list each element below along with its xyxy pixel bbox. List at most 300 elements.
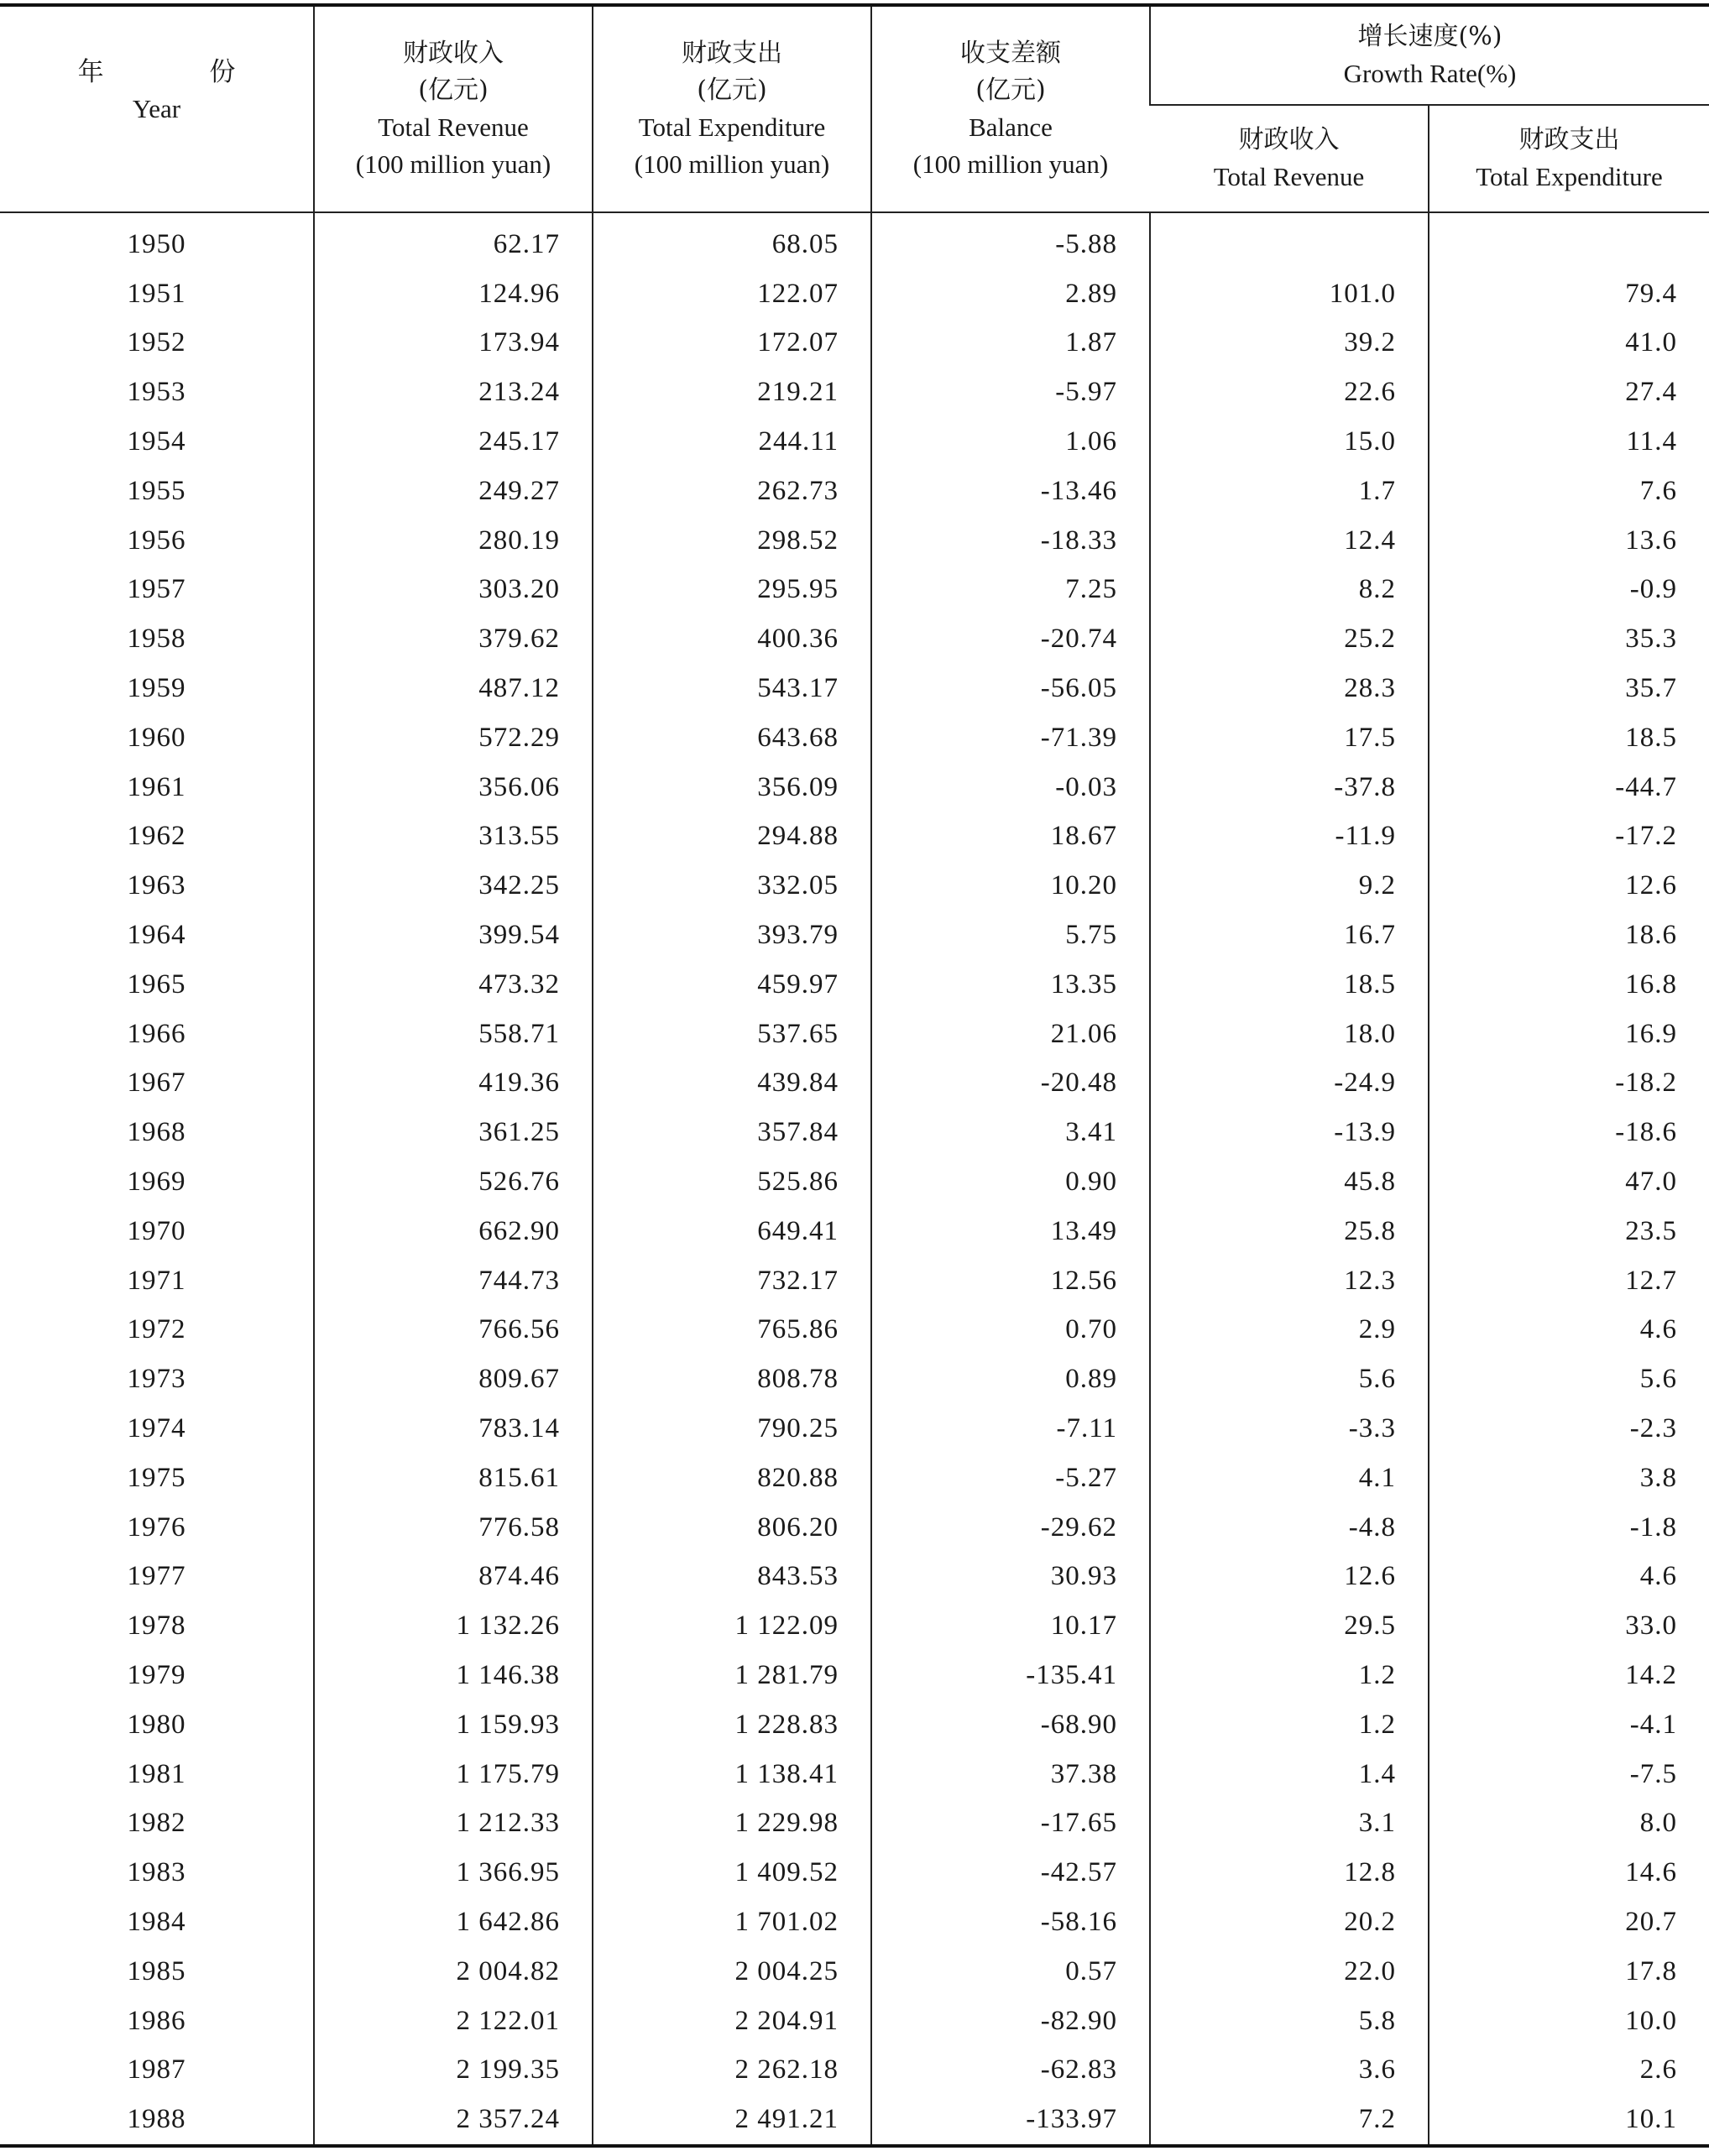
growth-revenue-cell: 8.2: [1150, 566, 1429, 615]
growth-expenditure-cell: -1.8: [1429, 1503, 1709, 1553]
balance-cell: -62.83: [871, 2045, 1150, 2095]
table-row: [0, 566, 1709, 615]
year-cell: 1956: [127, 525, 186, 556]
table-row: [0, 2095, 1709, 2146]
balance-cell: 12.56: [871, 1256, 1150, 1306]
growth-expenditure-cell: 4.6: [1429, 1553, 1709, 1602]
header-expenditure-unit-en: (100 million yuan): [634, 149, 830, 179]
expenditure-cell: 732.17: [593, 1256, 871, 1306]
table-row: [0, 1207, 1709, 1256]
table-row: [0, 467, 1709, 516]
expenditure-cell: 843.53: [593, 1553, 871, 1602]
expenditure-cell: 1 229.98: [593, 1799, 871, 1849]
expenditure-cell: 393.79: [593, 911, 871, 960]
growth-revenue-cell: -4.8: [1150, 1503, 1429, 1553]
balance-cell: 10.17: [871, 1601, 1150, 1651]
table-row: [0, 960, 1709, 1010]
year-cell: 1981: [127, 1758, 186, 1789]
balance-cell: -5.97: [871, 368, 1150, 417]
revenue-cell: 487.12: [314, 664, 593, 713]
header-growth-revenue-zh: 财政收入: [1238, 125, 1340, 154]
growth-revenue-cell: 28.3: [1150, 664, 1429, 713]
growth-expenditure-cell: 41.0: [1429, 319, 1709, 368]
revenue-cell: 809.67: [314, 1355, 593, 1404]
balance-cell: -58.16: [871, 1898, 1150, 1947]
year-cell: 1961: [127, 771, 186, 802]
balance-cell: -5.88: [871, 212, 1150, 269]
header-growth-revenue: [1150, 105, 1429, 212]
growth-expenditure-cell: -17.2: [1429, 812, 1709, 862]
expenditure-cell: 806.20: [593, 1503, 871, 1553]
table-row: [0, 1355, 1709, 1404]
growth-revenue-cell: 9.2: [1150, 861, 1429, 911]
revenue-cell: 1 146.38: [314, 1651, 593, 1700]
expenditure-cell: 1 281.79: [593, 1651, 871, 1700]
balance-cell: -68.90: [871, 1700, 1150, 1750]
growth-revenue-cell: 12.4: [1150, 516, 1429, 566]
balance-cell: -17.65: [871, 1799, 1150, 1849]
fiscal-table: [0, 3, 1709, 2148]
header-revenue-en: Total Revenue: [378, 112, 529, 142]
year-cell: 1986: [127, 2005, 186, 2036]
growth-revenue-cell: 25.2: [1150, 614, 1429, 664]
growth-revenue-cell: -24.9: [1150, 1059, 1429, 1109]
table-row: [0, 1010, 1709, 1059]
year-cell: 1952: [127, 327, 186, 358]
expenditure-cell: 295.95: [593, 566, 871, 615]
header-growth-rate: [1150, 5, 1709, 105]
growth-expenditure-cell: 3.8: [1429, 1454, 1709, 1503]
expenditure-cell: 294.88: [593, 812, 871, 862]
growth-expenditure-cell: 17.8: [1429, 1947, 1709, 1997]
growth-expenditure-cell: -4.1: [1429, 1700, 1709, 1750]
expenditure-cell: 439.84: [593, 1059, 871, 1109]
header-balance: [871, 5, 1150, 212]
year-cell: 1972: [127, 1314, 186, 1345]
year-cell: 1975: [127, 1462, 186, 1493]
expenditure-cell: 2 004.25: [593, 1947, 871, 1997]
growth-expenditure-cell: 8.0: [1429, 1799, 1709, 1849]
table-row: [0, 1157, 1709, 1207]
balance-cell: -135.41: [871, 1651, 1150, 1700]
revenue-cell: 874.46: [314, 1553, 593, 1602]
expenditure-cell: 1 228.83: [593, 1700, 871, 1750]
growth-revenue-cell: 7.2: [1150, 2095, 1429, 2146]
growth-revenue-cell: 12.3: [1150, 1256, 1429, 1306]
header-balance-zh: 收支差额: [960, 39, 1061, 68]
revenue-cell: 303.20: [314, 566, 593, 615]
revenue-cell: 744.73: [314, 1256, 593, 1306]
table-row: [0, 763, 1709, 812]
balance-cell: -42.57: [871, 1848, 1150, 1898]
balance-cell: 7.25: [871, 566, 1150, 615]
expenditure-cell: 357.84: [593, 1108, 871, 1157]
expenditure-cell: 2 262.18: [593, 2045, 871, 2095]
revenue-cell: 249.27: [314, 467, 593, 516]
revenue-cell: 2 122.01: [314, 1997, 593, 2046]
header-expenditure-zh: 财政支出: [682, 39, 782, 68]
table-header: [0, 5, 1709, 212]
balance-cell: 5.75: [871, 911, 1150, 960]
header-growth-en: Growth Rate(%): [1343, 59, 1517, 88]
balance-cell: 1.06: [871, 417, 1150, 467]
growth-revenue-cell: 1.2: [1150, 1700, 1429, 1750]
year-cell: 1969: [127, 1167, 186, 1198]
table-row: [0, 1503, 1709, 1553]
balance-cell: -133.97: [871, 2095, 1150, 2146]
revenue-cell: 783.14: [314, 1404, 593, 1454]
expenditure-cell: 649.41: [593, 1207, 871, 1256]
growth-revenue-cell: 5.6: [1150, 1355, 1429, 1404]
year-cell: 1955: [127, 475, 186, 506]
header-expenditure-en: Total Expenditure: [638, 112, 826, 142]
table-row: [0, 911, 1709, 960]
growth-revenue-cell: 22.6: [1150, 368, 1429, 417]
balance-cell: -20.74: [871, 614, 1150, 664]
table-row: [0, 1997, 1709, 2046]
year-cell: 1962: [127, 821, 186, 852]
expenditure-cell: 68.05: [593, 212, 871, 269]
table-row: [0, 1601, 1709, 1651]
revenue-cell: 776.58: [314, 1503, 593, 1553]
balance-cell: 13.35: [871, 960, 1150, 1010]
growth-expenditure-cell: 16.9: [1429, 1010, 1709, 1059]
expenditure-cell: 219.21: [593, 368, 871, 417]
growth-revenue-cell: 18.0: [1150, 1010, 1429, 1059]
growth-expenditure-cell: 2.6: [1429, 2045, 1709, 2095]
revenue-cell: 213.24: [314, 368, 593, 417]
table-row: [0, 1799, 1709, 1849]
year-cell: 1964: [127, 920, 186, 951]
growth-expenditure-cell: 18.6: [1429, 911, 1709, 960]
table-row: [0, 1947, 1709, 1997]
revenue-cell: 399.54: [314, 911, 593, 960]
revenue-cell: 356.06: [314, 763, 593, 812]
table-row: [0, 713, 1709, 763]
growth-expenditure-cell: 10.0: [1429, 1997, 1709, 2046]
growth-expenditure-cell: 35.7: [1429, 664, 1709, 713]
revenue-cell: 62.17: [314, 212, 593, 269]
table-row: [0, 614, 1709, 664]
balance-cell: 37.38: [871, 1750, 1150, 1799]
year-cell: 1970: [127, 1215, 186, 1246]
year-cell: 1979: [127, 1660, 186, 1690]
expenditure-cell: 459.97: [593, 960, 871, 1010]
growth-revenue-cell: 18.5: [1150, 960, 1429, 1010]
header-growth-zh: 增长速度(%): [1357, 22, 1503, 51]
growth-expenditure-cell: 33.0: [1429, 1601, 1709, 1651]
header-year-en: Year: [132, 94, 181, 123]
header-expenditure-unit-zh: (亿元): [697, 76, 767, 105]
growth-revenue-cell: 5.8: [1150, 1997, 1429, 2046]
year-cell: 1959: [127, 673, 186, 704]
year-cell: 1985: [127, 1955, 186, 1986]
balance-cell: -20.48: [871, 1059, 1150, 1109]
balance-cell: -56.05: [871, 664, 1150, 713]
balance-cell: -71.39: [871, 713, 1150, 763]
table-row: [0, 368, 1709, 417]
growth-revenue-cell: 25.8: [1150, 1207, 1429, 1256]
revenue-cell: 379.62: [314, 614, 593, 664]
year-cell: 1973: [127, 1364, 186, 1395]
expenditure-cell: 172.07: [593, 319, 871, 368]
growth-expenditure-cell: [1429, 212, 1709, 269]
expenditure-cell: 820.88: [593, 1454, 871, 1503]
year-cell: 1950: [127, 228, 186, 259]
revenue-cell: 419.36: [314, 1059, 593, 1109]
growth-expenditure-cell: 47.0: [1429, 1157, 1709, 1207]
year-cell: 1957: [127, 574, 186, 605]
year-cell: 1963: [127, 870, 186, 901]
table-row: [0, 1848, 1709, 1898]
growth-revenue-cell: 16.7: [1150, 911, 1429, 960]
year-cell: 1954: [127, 426, 186, 457]
revenue-cell: 662.90: [314, 1207, 593, 1256]
balance-cell: -0.03: [871, 763, 1150, 812]
expenditure-cell: 1 138.41: [593, 1750, 871, 1799]
table-row: [0, 516, 1709, 566]
revenue-cell: 815.61: [314, 1454, 593, 1503]
year-cell: 1953: [127, 377, 186, 408]
table-row: [0, 319, 1709, 368]
header-year-zh: 年 份: [77, 57, 285, 87]
header-revenue: [314, 5, 593, 212]
expenditure-cell: 356.09: [593, 763, 871, 812]
revenue-cell: 361.25: [314, 1108, 593, 1157]
growth-revenue-cell: 45.8: [1150, 1157, 1429, 1207]
revenue-cell: 245.17: [314, 417, 593, 467]
header-growth-revenue-en: Total Revenue: [1213, 162, 1365, 191]
header-growth-expenditure: [1429, 105, 1709, 212]
year-cell: 1983: [127, 1857, 186, 1888]
expenditure-cell: 543.17: [593, 664, 871, 713]
table-row: [0, 1553, 1709, 1602]
header-balance-unit-en: (100 million yuan): [912, 149, 1109, 179]
expenditure-cell: 643.68: [593, 713, 871, 763]
expenditure-cell: 400.36: [593, 614, 871, 664]
growth-revenue-cell: 4.1: [1150, 1454, 1429, 1503]
growth-expenditure-cell: 35.3: [1429, 614, 1709, 664]
revenue-cell: 1 132.26: [314, 1601, 593, 1651]
growth-expenditure-cell: 10.1: [1429, 2095, 1709, 2146]
header-growth-expenditure-en: Total Expenditure: [1476, 162, 1663, 191]
header-balance-en: Balance: [969, 112, 1053, 142]
expenditure-cell: 262.73: [593, 467, 871, 516]
growth-expenditure-cell: 12.7: [1429, 1256, 1709, 1306]
growth-expenditure-cell: 23.5: [1429, 1207, 1709, 1256]
table-row: [0, 812, 1709, 862]
growth-expenditure-cell: -18.2: [1429, 1059, 1709, 1109]
growth-expenditure-cell: -44.7: [1429, 763, 1709, 812]
growth-expenditure-cell: -0.9: [1429, 566, 1709, 615]
growth-revenue-cell: -11.9: [1150, 812, 1429, 862]
growth-revenue-cell: 1.4: [1150, 1750, 1429, 1799]
year-cell: 1978: [127, 1610, 186, 1642]
growth-revenue-cell: 1.2: [1150, 1651, 1429, 1700]
growth-revenue-cell: 2.9: [1150, 1306, 1429, 1355]
balance-cell: -18.33: [871, 516, 1150, 566]
table-row: [0, 2045, 1709, 2095]
revenue-cell: 342.25: [314, 861, 593, 911]
year-cell: 1984: [127, 1906, 186, 1937]
growth-expenditure-cell: 12.6: [1429, 861, 1709, 911]
year-cell: 1974: [127, 1413, 186, 1444]
balance-cell: 1.87: [871, 319, 1150, 368]
growth-expenditure-cell: -7.5: [1429, 1750, 1709, 1799]
header-revenue-unit-en: (100 million yuan): [355, 149, 551, 179]
revenue-cell: 766.56: [314, 1306, 593, 1355]
table-row: [0, 1700, 1709, 1750]
revenue-cell: 526.76: [314, 1157, 593, 1207]
balance-cell: 10.20: [871, 861, 1150, 911]
expenditure-cell: 1 409.52: [593, 1848, 871, 1898]
growth-revenue-cell: 39.2: [1150, 319, 1429, 368]
growth-revenue-cell: [1150, 212, 1429, 269]
table-row: [0, 1898, 1709, 1947]
balance-cell: -7.11: [871, 1404, 1150, 1454]
year-cell: 1977: [127, 1561, 186, 1592]
revenue-cell: 1 175.79: [314, 1750, 593, 1799]
year-cell: 1960: [127, 722, 186, 753]
growth-expenditure-cell: 14.6: [1429, 1848, 1709, 1898]
year-cell: 1951: [127, 278, 186, 309]
growth-revenue-cell: 20.2: [1150, 1898, 1429, 1947]
growth-revenue-cell: 17.5: [1150, 713, 1429, 763]
table-row: [0, 1651, 1709, 1700]
table-row: [0, 1750, 1709, 1799]
expenditure-cell: 2 204.91: [593, 1997, 871, 2046]
year-cell: 1968: [127, 1117, 186, 1148]
revenue-cell: 572.29: [314, 713, 593, 763]
year-cell: 1976: [127, 1511, 186, 1543]
revenue-cell: 2 357.24: [314, 2095, 593, 2146]
revenue-cell: 2 199.35: [314, 2045, 593, 2095]
growth-revenue-cell: -37.8: [1150, 763, 1429, 812]
balance-cell: 0.90: [871, 1157, 1150, 1207]
table-row: [0, 417, 1709, 467]
expenditure-cell: 765.86: [593, 1306, 871, 1355]
growth-expenditure-cell: 5.6: [1429, 1355, 1709, 1404]
growth-expenditure-cell: 4.6: [1429, 1306, 1709, 1355]
year-cell: 1982: [127, 1808, 186, 1839]
growth-expenditure-cell: 79.4: [1429, 269, 1709, 319]
balance-cell: 30.93: [871, 1553, 1150, 1602]
growth-expenditure-cell: -18.6: [1429, 1108, 1709, 1157]
growth-expenditure-cell: 14.2: [1429, 1651, 1709, 1700]
expenditure-cell: 525.86: [593, 1157, 871, 1207]
year-cell: 1980: [127, 1709, 186, 1740]
revenue-cell: 124.96: [314, 269, 593, 319]
revenue-cell: 1 159.93: [314, 1700, 593, 1750]
year-cell: 1987: [127, 2054, 186, 2086]
table-row: [0, 1256, 1709, 1306]
table-row: [0, 1454, 1709, 1503]
growth-revenue-cell: 12.6: [1150, 1553, 1429, 1602]
table-row: [0, 1108, 1709, 1157]
growth-expenditure-cell: 11.4: [1429, 417, 1709, 467]
balance-cell: 0.57: [871, 1947, 1150, 1997]
balance-cell: 21.06: [871, 1010, 1150, 1059]
table-body: [0, 212, 1709, 2146]
expenditure-cell: 1 122.09: [593, 1601, 871, 1651]
revenue-cell: 280.19: [314, 516, 593, 566]
expenditure-cell: 2 491.21: [593, 2095, 871, 2146]
header-balance-unit-zh: (亿元): [975, 76, 1046, 105]
growth-revenue-cell: 15.0: [1150, 417, 1429, 467]
table-row: [0, 1306, 1709, 1355]
balance-cell: 2.89: [871, 269, 1150, 319]
revenue-cell: 1 642.86: [314, 1898, 593, 1947]
growth-expenditure-cell: 7.6: [1429, 467, 1709, 516]
growth-revenue-cell: 22.0: [1150, 1947, 1429, 1997]
table-row: [0, 269, 1709, 319]
header-expenditure: [593, 5, 871, 212]
revenue-cell: 558.71: [314, 1010, 593, 1059]
balance-cell: 18.67: [871, 812, 1150, 862]
growth-revenue-cell: 1.7: [1150, 467, 1429, 516]
table-row: [0, 212, 1709, 269]
growth-revenue-cell: 12.8: [1150, 1848, 1429, 1898]
growth-revenue-cell: -13.9: [1150, 1108, 1429, 1157]
expenditure-cell: 537.65: [593, 1010, 871, 1059]
growth-revenue-cell: 3.1: [1150, 1799, 1429, 1849]
growth-expenditure-cell: -2.3: [1429, 1404, 1709, 1454]
year-cell: 1966: [127, 1018, 186, 1049]
expenditure-cell: 1 701.02: [593, 1898, 871, 1947]
expenditure-cell: 332.05: [593, 861, 871, 911]
balance-cell: 13.49: [871, 1207, 1150, 1256]
balance-cell: -29.62: [871, 1503, 1150, 1553]
balance-cell: 3.41: [871, 1108, 1150, 1157]
header-revenue-unit-zh: (亿元): [418, 76, 489, 105]
balance-cell: -82.90: [871, 1997, 1150, 2046]
balance-cell: 0.89: [871, 1355, 1150, 1404]
table-row: [0, 664, 1709, 713]
table-row: [0, 861, 1709, 911]
year-cell: 1965: [127, 968, 186, 1000]
expenditure-cell: 298.52: [593, 516, 871, 566]
revenue-cell: 313.55: [314, 812, 593, 862]
revenue-cell: 1 366.95: [314, 1848, 593, 1898]
growth-expenditure-cell: 13.6: [1429, 516, 1709, 566]
header-revenue-zh: 财政收入: [403, 39, 504, 68]
expenditure-cell: 790.25: [593, 1404, 871, 1454]
growth-revenue-cell: 29.5: [1150, 1601, 1429, 1651]
balance-cell: 0.70: [871, 1306, 1150, 1355]
header-year: [0, 5, 314, 212]
table-row: [0, 1404, 1709, 1454]
table-row: [0, 1059, 1709, 1109]
year-cell: 1967: [127, 1068, 186, 1099]
growth-expenditure-cell: 18.5: [1429, 713, 1709, 763]
growth-expenditure-cell: 20.7: [1429, 1898, 1709, 1947]
year-cell: 1988: [0, 2095, 314, 2146]
growth-revenue-cell: 3.6: [1150, 2045, 1429, 2095]
growth-revenue-cell: 101.0: [1150, 269, 1429, 319]
growth-expenditure-cell: 27.4: [1429, 368, 1709, 417]
revenue-cell: 473.32: [314, 960, 593, 1010]
balance-cell: -13.46: [871, 467, 1150, 516]
revenue-cell: 2 004.82: [314, 1947, 593, 1997]
expenditure-cell: 808.78: [593, 1355, 871, 1404]
header-growth-expenditure-zh: 财政支出: [1518, 125, 1620, 154]
revenue-cell: 173.94: [314, 319, 593, 368]
growth-revenue-cell: -3.3: [1150, 1404, 1429, 1454]
year-cell: 1958: [127, 624, 186, 655]
growth-expenditure-cell: 16.8: [1429, 960, 1709, 1010]
balance-cell: -5.27: [871, 1454, 1150, 1503]
year-cell: 1971: [127, 1265, 186, 1296]
